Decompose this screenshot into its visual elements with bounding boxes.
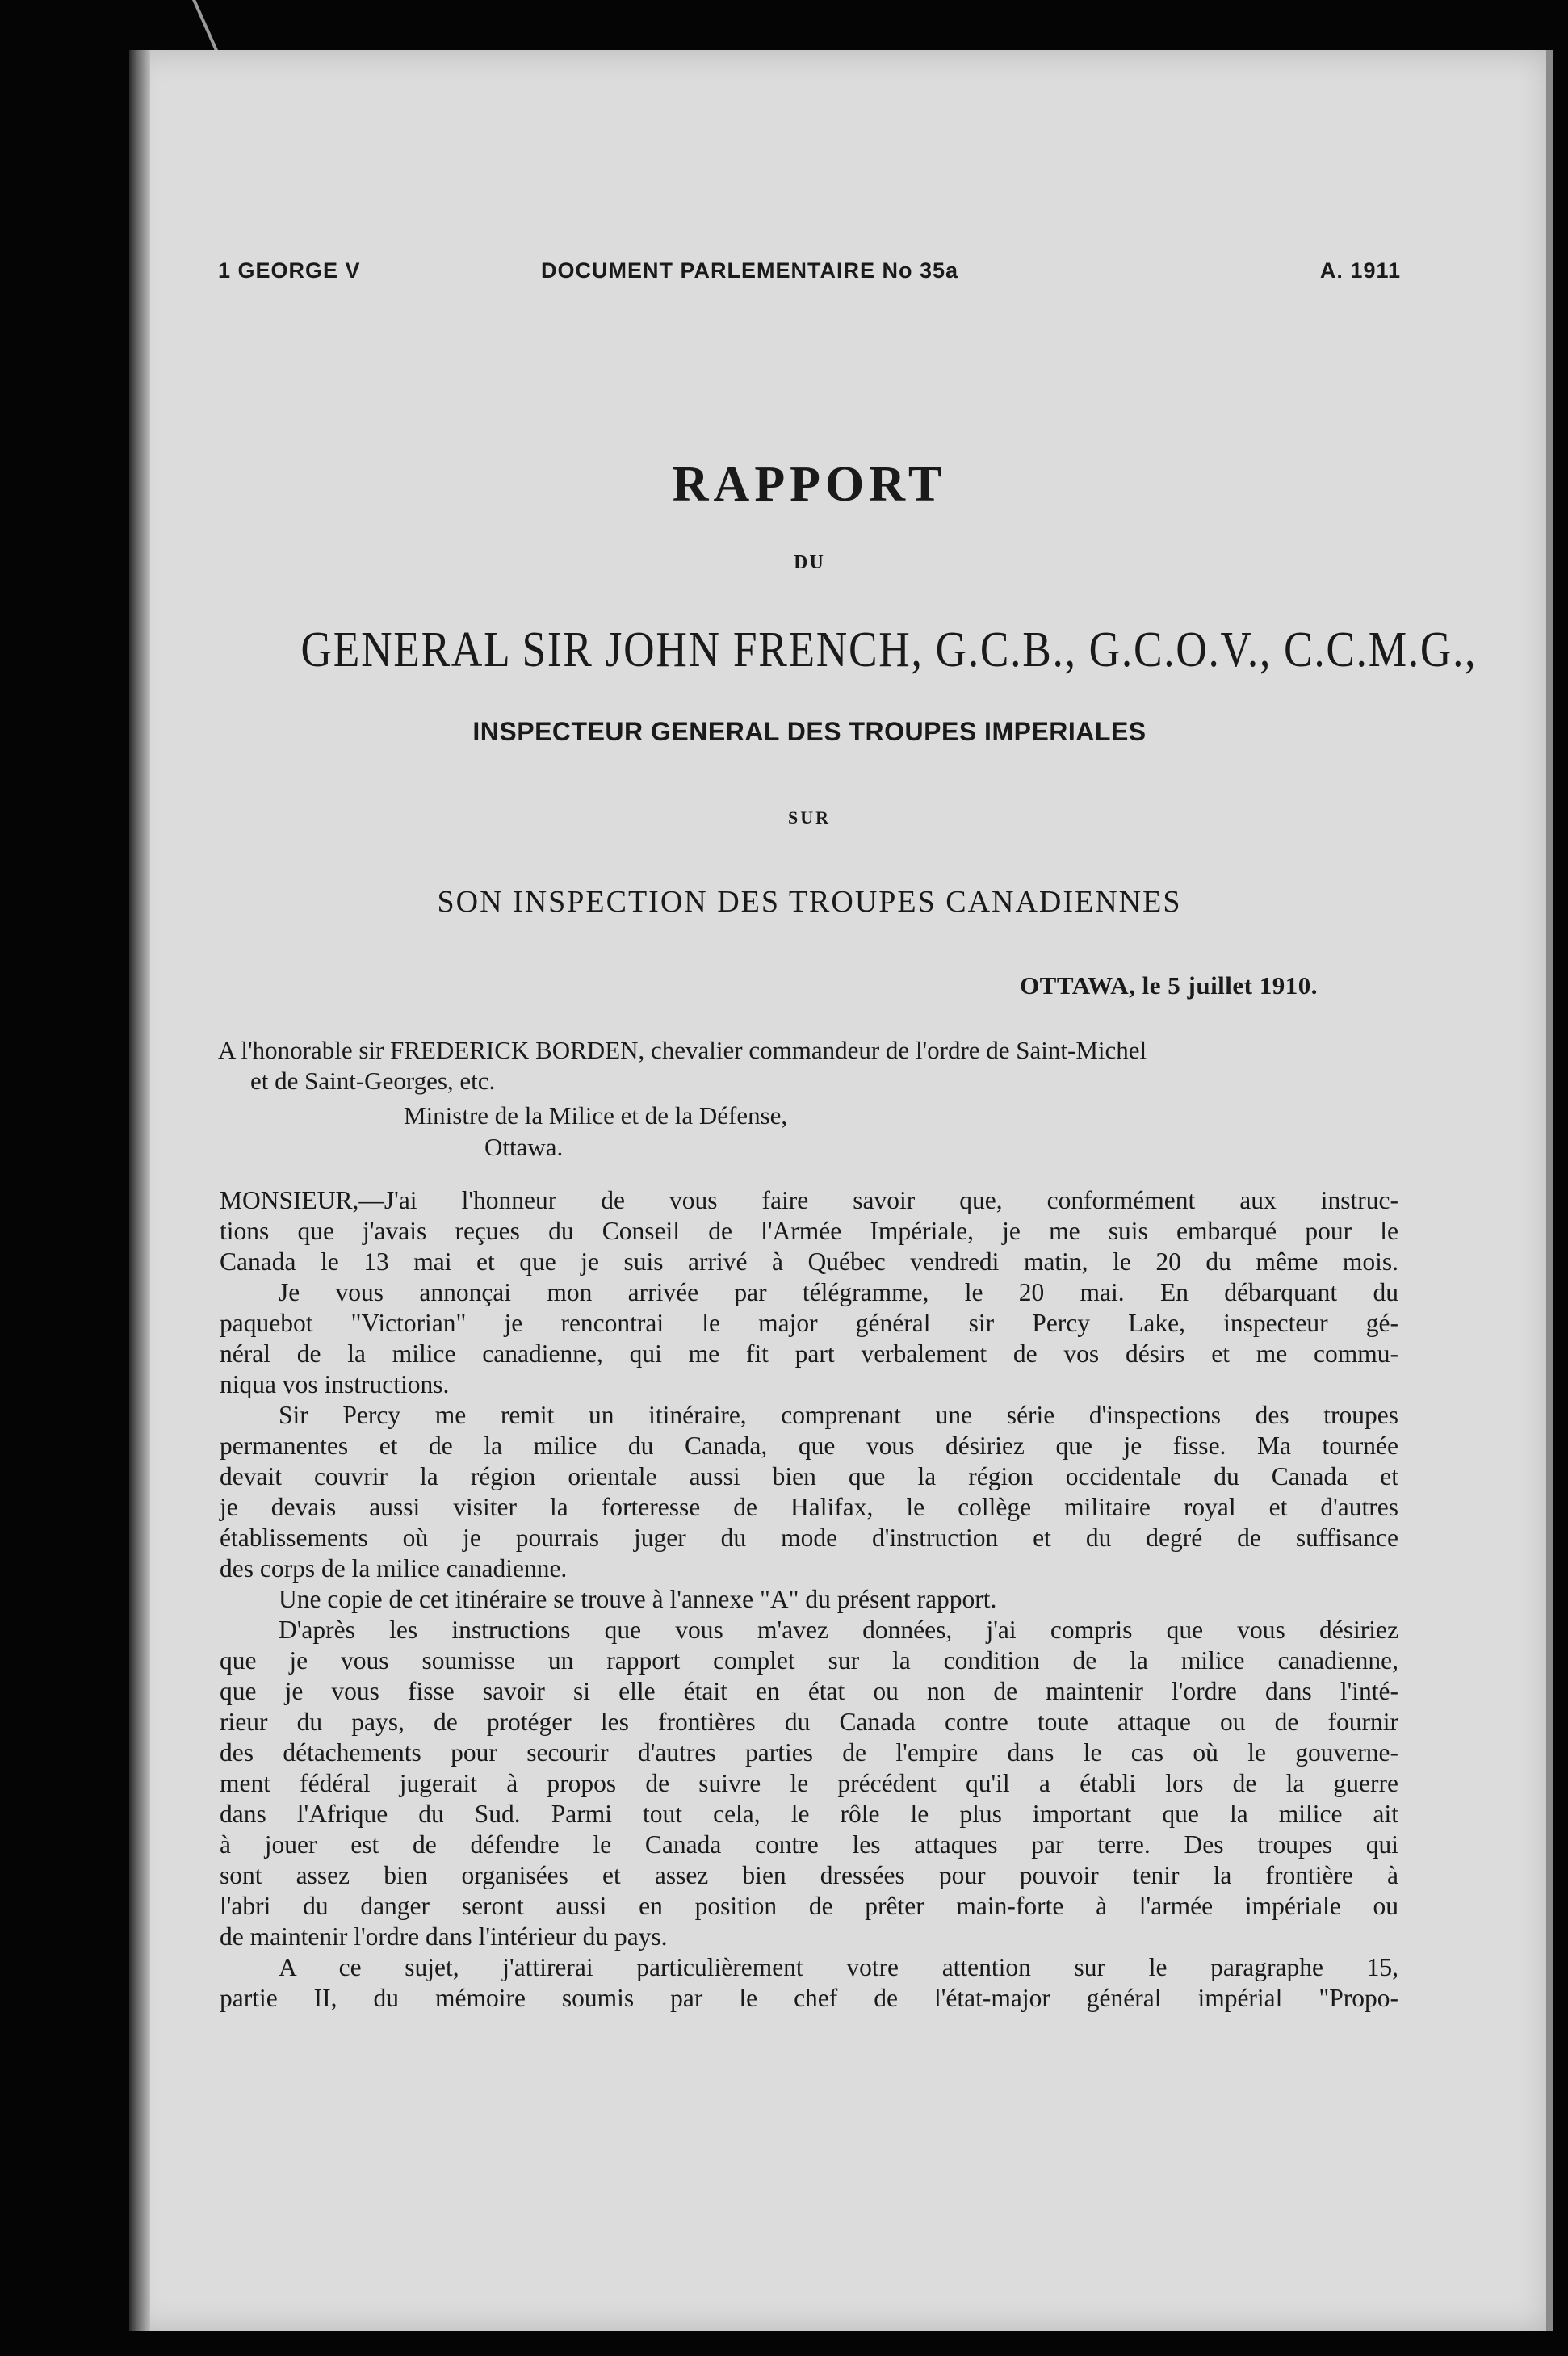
body-line: paquebot "Victorian" je rencontrai le major général sir Percy Lake, inspecteur gé-	[220, 1309, 1398, 1337]
body-line: sont assez bien organisées et assez bien dressées pour pouvoir tenir la frontière à	[220, 1861, 1398, 1889]
body-line: ment fédéral jugerait à propos de suivre le précédent qu'il a établi lors de la guerre	[220, 1769, 1398, 1797]
address-line: et de Saint-Georges, etc.	[250, 1067, 496, 1095]
binding-edge	[129, 50, 150, 2331]
body-line: néral de la milice canadienne, qui me fit part verbalement de vos désirs et me commu-	[220, 1339, 1398, 1368]
body-line: D'après les instructions que vous m'avez données, j'ai compris que vous désiriez	[279, 1616, 1398, 1644]
title-general: GENERAL SIR JOHN FRENCH, G.C.B., G.C.O.V., C.C.M.G.,	[300, 623, 1478, 677]
address-line: Ottawa.	[484, 1133, 564, 1161]
running-header	[218, 258, 1401, 291]
title-sur: SUR	[787, 807, 831, 828]
scan-scratch-mark	[192, 0, 218, 52]
body-line: Canada le 13 mai et que je suis arrivé à Québec vendredi matin, le 20 du même mois.	[220, 1247, 1398, 1276]
body-line: permanentes et de la milice du Canada, que vous désiriez que je fisse. Ma tournée	[220, 1432, 1398, 1460]
body-line: partie II, du mémoire soumis par le chef de l'état-major général impérial "Propo-	[220, 1984, 1398, 2012]
title-inspection: SON INSPECTION DES TROUPES CANADIENNES	[437, 885, 1182, 919]
address-line: Ministre de la Milice et de la Défense,	[404, 1101, 788, 1130]
body-line: Je vous annonçai mon arrivée par télégramme, le 20 mai. En débarquant du	[279, 1278, 1398, 1306]
body-line: dans l'Afrique du Sud. Parmi tout cela, le rôle le plus important que la milice ait	[220, 1800, 1398, 1828]
title-du: DU	[794, 552, 825, 573]
page-edge	[1546, 50, 1553, 2331]
body-line: de maintenir l'ordre dans l'intérieur du pays.	[220, 1922, 668, 1951]
body-line: que je vous fisse savoir si elle était en état ou non de maintenir l'ordre dans l'inté-	[220, 1677, 1398, 1705]
title-inspecteur: INSPECTEUR GENERAL DES TROUPES IMPERIALES	[472, 717, 1147, 746]
body-line: niqua vos instructions.	[220, 1370, 450, 1398]
body-line: MONSIEUR,—J'ai l'honneur de vous faire savoir que, conformément aux instruc-	[220, 1186, 1398, 1214]
body-line: établissements où je pourrais juger du mode d'instruction et du degré de suffisance	[220, 1524, 1398, 1552]
address-line: A l'honorable sir FREDERICK BORDEN, chevalier commandeur de l'ordre de Saint-Michel	[218, 1036, 1147, 1064]
header-center: DOCUMENT PARLEMENTAIRE No 35a	[541, 258, 959, 283]
body-line: Une copie de cet itinéraire se trouve à l'annexe "A" du présent rapport.	[279, 1585, 997, 1613]
body-line: tions que j'avais reçues du Conseil de l'Armée Impériale, je me suis embarqué pour le	[220, 1217, 1398, 1245]
body-line: A ce sujet, j'attirerai particulièrement votre attention sur le paragraphe 15,	[279, 1953, 1398, 1981]
dateline: OTTAWA, le 5 juillet 1910.	[1020, 971, 1318, 1000]
body-line: que je vous soumisse un rapport complet sur la condition de la milice canadienne,	[220, 1646, 1398, 1675]
body-line: devait couvrir la région orientale aussi bien que la région occidentale du Canada et	[220, 1462, 1398, 1490]
header-right: A. 1911	[1319, 258, 1401, 283]
body-line: des corps de la milice canadienne.	[220, 1554, 568, 1583]
body-line: Sir Percy me remit un itinéraire, comprenant une série d'inspections des troupes	[279, 1401, 1398, 1429]
body-line: des détachements pour secourir d'autres parties de l'empire dans le cas où le gouverne-	[220, 1738, 1398, 1767]
title-rapport: RAPPORT	[672, 457, 947, 512]
body-line: à jouer est de défendre le Canada contre les attaques par terre. Des troupes qui	[220, 1830, 1398, 1859]
body-line: rieur du pays, de protéger les frontières du Canada contre toute attaque ou de fournir	[220, 1708, 1398, 1736]
header-left: 1 GEORGE V	[218, 258, 361, 283]
body-line: l'abri du danger seront aussi en position de prêter main-forte à l'armée impériale ou	[220, 1892, 1398, 1920]
body-line: je devais aussi visiter la forteresse de Halifax, le collège militaire royal et d'autres	[220, 1493, 1398, 1521]
